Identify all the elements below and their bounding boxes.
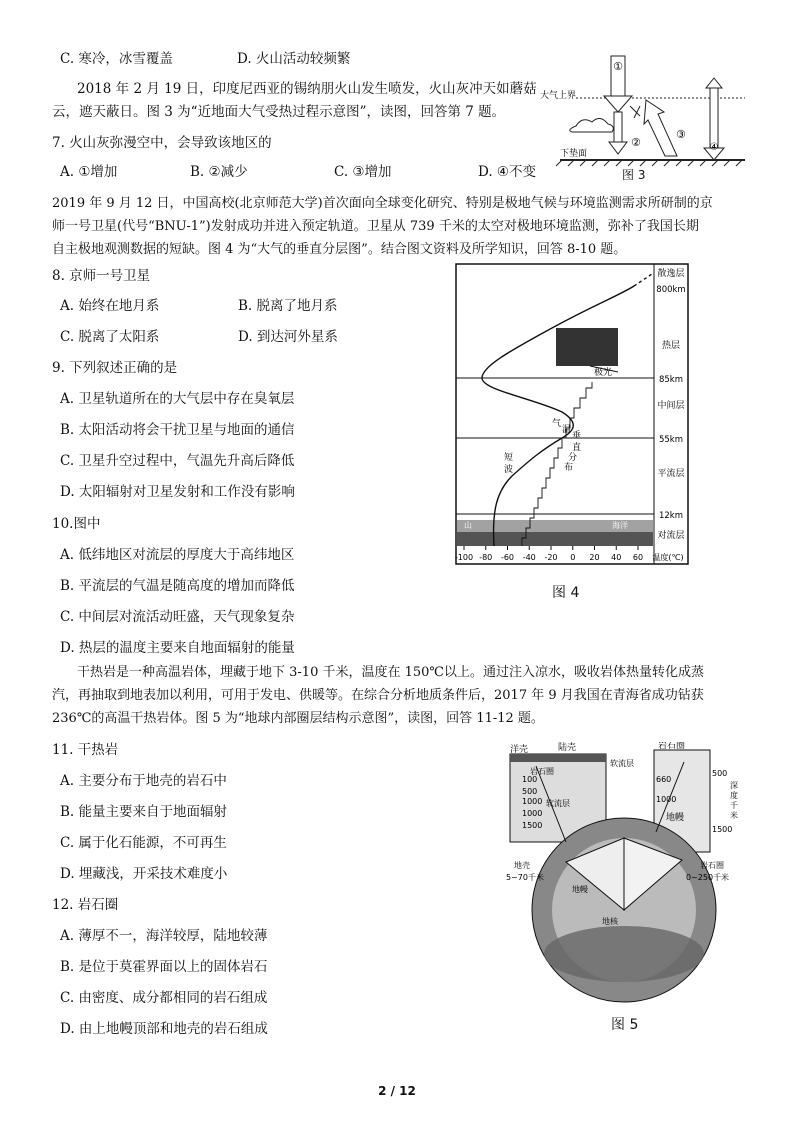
depth-char-4: 米: [730, 811, 738, 820]
lithosphere-range-label: 0~250千米: [686, 873, 730, 882]
x-tick-label: 40: [611, 553, 622, 562]
left-tick-1000-a: 1000: [522, 797, 543, 806]
x-tick-label: -60: [500, 553, 515, 562]
globe-mantle-label: 地幔: [572, 885, 588, 894]
depth-char-3: 千: [730, 801, 738, 810]
q8-stem: 8. 京师一号卫星: [52, 268, 151, 284]
depth-char-2: 度: [730, 791, 738, 800]
right-tick-1500: 1500: [712, 825, 733, 834]
x-tick-label: -20: [544, 553, 558, 562]
q11-option-b: B. 能量主要来自于地面辐射: [60, 804, 228, 820]
q7-option-d: D. ④不变: [478, 164, 537, 180]
x-tick-label: -40: [522, 553, 536, 562]
right-mantle-label: 地幔: [666, 813, 685, 823]
q10-stem: 10.图中: [52, 516, 101, 532]
short-wave-label-2: 波: [504, 465, 514, 475]
short-wave-label-1: 短: [504, 453, 514, 463]
q8-option-a: A. 始终在地月系: [60, 298, 160, 314]
inset-asthenosphere-label: 软流层: [546, 799, 570, 808]
right-tick-500: 500: [712, 769, 728, 778]
prev-option-d: D. 火山活动较频繁: [237, 51, 351, 67]
page-number: 2 / 12: [378, 1084, 416, 1098]
inset-lithosphere-label: 岩石圈: [530, 767, 554, 776]
stratosphere-label: 平流层: [657, 469, 685, 479]
arrow-4-label: ④: [709, 142, 719, 153]
intro11-line2: 汽，再抽取到地表加以利用，可用于发电、供暖等。在综合分析地质条件后，2017 年 9 月我国在青海省成功钻获: [52, 688, 704, 703]
ocean-label: 海洋: [612, 521, 628, 530]
curve-label-2: 温: [562, 425, 572, 435]
x-tick-label: -80: [479, 553, 493, 562]
q12-option-d: D. 由上地幔顶部和地壳的岩石组成: [60, 1021, 268, 1037]
asthenosphere-label: 软流层: [610, 759, 634, 768]
curve-label-4: 直: [572, 443, 582, 453]
x-tick-label: -100: [454, 553, 474, 562]
mesosphere-label: 中间层: [657, 401, 685, 411]
q7-option-c: C. ③增加: [334, 164, 392, 180]
intro7-line2: 云，遮天蔽日。图 3 为“近地面大气受热过程示意图”，读图，回答第 7 题。: [52, 104, 506, 120]
x-tick-label: 60: [632, 553, 644, 562]
intro8-line3: 自主极地观测数据的短缺。图 4 为“大气的垂直分层图”。结合图文资料及所学知识，回答 8-10 题。: [52, 242, 627, 257]
q11-option-a: A. 主要分布于地壳的岩石中: [60, 773, 227, 789]
q8-option-b: B. 脱离了地月系: [238, 298, 338, 314]
q7-option-a: A. ①增加: [60, 164, 118, 180]
mountain-label: 山: [464, 521, 472, 530]
q10-option-d: D. 热层的温度主要来自地面辐射的能量: [60, 640, 295, 656]
figure-3-diagram: [540, 48, 748, 178]
q9-option-b: B. 太阳活动将会干扰卫星与地面的通信: [60, 422, 295, 438]
globe-core-label: 地核: [602, 917, 618, 926]
left-tick-100: 100: [522, 775, 538, 784]
globe-lithosphere-label: 岩石圈: [700, 861, 724, 870]
figure-4-caption: 图 4: [552, 585, 580, 601]
exosphere-label: 散逸层: [657, 269, 685, 279]
figure-5-caption: 图 5: [611, 1017, 639, 1033]
ocean-crust-label: 洋壳: [510, 745, 529, 755]
q9-option-a: A. 卫星轨道所在的大气层中存在臭氧层: [60, 391, 295, 407]
height-800km: 800km: [656, 285, 686, 295]
right-tick-660: 660: [656, 775, 672, 784]
ground-surface-label: 下垫面: [560, 149, 588, 159]
upper-atmosphere-label: 大气上界: [540, 91, 577, 101]
intro11-line3: 236℃的高温干热岩体。图 5 为“地球内部圈层结构示意图”，读图，回答 11-12 题。: [52, 711, 544, 726]
intro8-line1: 2019 年 9 月 12 日，中国高校(北京师范大学)首次面向全球变化研究、特别是极地气候与环境监测需求所研制的京: [52, 196, 713, 211]
right-lithosphere-label: 岩石圈: [658, 742, 686, 751]
curve-label-1: 气: [552, 419, 562, 429]
arrow-2-label: ②: [631, 136, 641, 149]
right-tick-1000: 1000: [656, 795, 677, 804]
x-tick-label: 20: [589, 553, 600, 562]
x-axis-unit: 温度(℃): [652, 553, 684, 562]
figure-4-diagram: [452, 262, 692, 574]
height-55km: 55km: [658, 435, 684, 445]
height-85km: 85km: [658, 375, 684, 385]
q11-option-c: C. 属于化石能源，不可再生: [60, 835, 227, 851]
q10-option-a: A. 低纬地区对流层的厚度大于高纬地区: [60, 547, 295, 563]
troposphere-label: 对流层: [657, 531, 685, 541]
q7-option-b: B. ②减少: [190, 164, 248, 180]
q9-option-c: C. 卫星升空过程中，气温先升高后降低: [60, 453, 295, 469]
curve-label-6: 布: [564, 463, 574, 473]
left-tick-1000: 1000: [522, 809, 543, 818]
q8-option-d: D. 到达河外星系: [238, 329, 338, 345]
q9-stem: 9. 下列叙述正确的是: [52, 360, 178, 376]
x-tick-label: 0: [570, 553, 576, 562]
intro11-line1: 干热岩是一种高温岩体，埋藏于地下 3-10 千米，温度在 150℃以上。通过注入凉水，吸收岩体热量转化成蒸: [77, 665, 704, 680]
prev-option-c: C. 寒冷，冰雪覆盖: [60, 51, 173, 67]
curve-label-3: 垂: [572, 431, 582, 441]
q8-option-c: C. 脱离了太阳系: [60, 329, 160, 345]
q7-stem: 7. 火山灰弥漫空中，会导致该地区的: [52, 135, 272, 151]
crust-range-label: 5~70千米: [506, 873, 544, 882]
left-tick-1500: 1500: [522, 821, 543, 830]
crust-label: 地壳: [514, 861, 530, 870]
q12-option-c: C. 由密度、成分都相同的岩石组成: [60, 990, 268, 1006]
land-crust-label: 陆壳: [558, 743, 577, 753]
q10-option-b: B. 平流层的气温是随高度的增加而降低: [60, 578, 295, 594]
intro7-line1: 2018 年 2 月 19 日，印度尼西亚的锡纳朋火山发生喷发，火山灰冲天如蘑菇: [77, 81, 537, 97]
intro8-line2: 师一号卫星(代号“BNU-1”)发射成功并进入预定轨道。卫星从 739 千米的太空对极地环境监测，弥补了我国长期: [52, 219, 699, 234]
figure-3-caption: 图 3: [622, 168, 646, 182]
q9-option-d: D. 太阳辐射对卫星发射和工作没有影响: [60, 484, 295, 500]
arrow-3-label: ③: [676, 128, 686, 141]
thermosphere-label: 热层: [661, 341, 681, 351]
q12-option-a: A. 薄厚不一，海洋较厚，陆地较薄: [60, 928, 268, 944]
height-12km: 12km: [658, 511, 684, 521]
figure-5-diagram: [506, 742, 742, 1012]
q12-stem: 12. 岩石圈: [52, 897, 119, 913]
left-tick-500: 500: [522, 787, 538, 796]
aurora-label: 极光: [594, 368, 613, 378]
q11-stem: 11. 干热岩: [52, 742, 119, 758]
depth-char-1: 深: [730, 781, 738, 790]
q12-option-b: B. 是位于莫霍界面以上的固体岩石: [60, 959, 268, 975]
q10-option-c: C. 中间层对流活动旺盛，天气现象复杂: [60, 609, 295, 625]
q11-option-d: D. 埋藏浅，开采技术难度小: [60, 866, 228, 882]
arrow-1-label: ①: [613, 60, 623, 73]
curve-label-5: 分: [568, 453, 578, 463]
